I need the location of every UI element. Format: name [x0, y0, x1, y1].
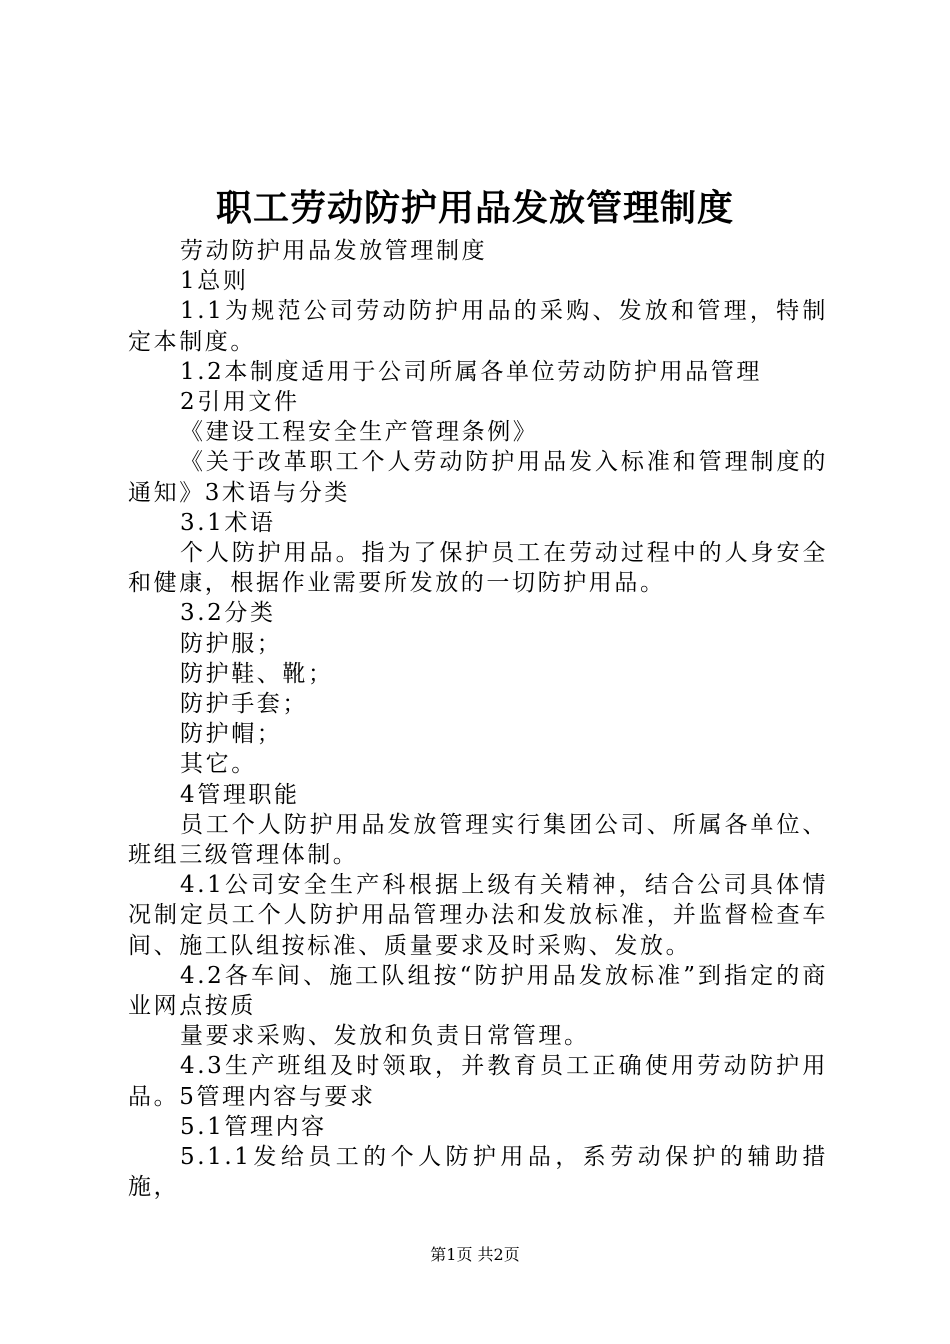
document-body [128, 236, 828, 1203]
paragraph: 防护帽； [180, 721, 283, 748]
paragraph: 防护服； [180, 630, 283, 657]
paragraph: 1.1为规范公司劳动防护用品的采购、发放和管理，特制定本制度。 [128, 298, 828, 355]
paragraph: 2引用文件 [180, 389, 300, 416]
paragraph: 1.2本制度适用于公司所属各单位劳动防护用品管理 [180, 358, 762, 385]
paragraph: 4.3生产班组及时领取，并教育员工正确使用劳动防护用品。5管理内容与要求 [128, 1053, 828, 1110]
paragraph: 防护手套； [180, 691, 308, 718]
paragraph: 4管理职能 [180, 781, 300, 808]
paragraph: 劳动防护用品发放管理制度 [180, 238, 488, 264]
paragraph: 5.1.1发给员工的个人防护用品，系劳动保护的辅助措施， [128, 1144, 828, 1201]
paragraph: 《关于改革职工个人劳动防护用品发入标准和管理制度的通知》3术语与分类 [128, 449, 828, 506]
paragraph: 《建设工程安全生产管理条例》 [180, 419, 539, 446]
paragraph: 3.2分类 [180, 600, 276, 627]
paragraph: 4.1公司安全生产科根据上级有关精神，结合公司具体情况制定员工个人防护用品管理办法和发放标准，并监督检查车间、施工队组按标准、质量要求及时采购、发放。 [128, 872, 828, 959]
paragraph: 1总则 [180, 268, 249, 295]
paragraph: 4.2各车间、施工队组按“防护用品发放标准”到指定的商业网点按质 [128, 962, 828, 1020]
paragraph: 防护鞋、靴； [180, 660, 334, 687]
paragraph: 其它。 [180, 751, 257, 778]
paragraph: 5.1管理内容 [180, 1113, 327, 1140]
paragraph: 个人防护用品。指为了保护员工在劳动过程中的人身安全和健康，根据作业需要所发放的一切防护用品。 [128, 540, 828, 597]
paragraph: 员工个人防护用品发放管理实行集团公司、所属各单位、班组三级管理体制。 [128, 811, 828, 869]
page-footer: 第1页 共2页 [430, 1245, 520, 1264]
document-title: 职工劳动防护用品发放管理制度 [215, 187, 734, 229]
paragraph: 3.1术语 [180, 509, 276, 536]
paragraph: 量要求采购、发放和负责日常管理。 [180, 1023, 590, 1050]
